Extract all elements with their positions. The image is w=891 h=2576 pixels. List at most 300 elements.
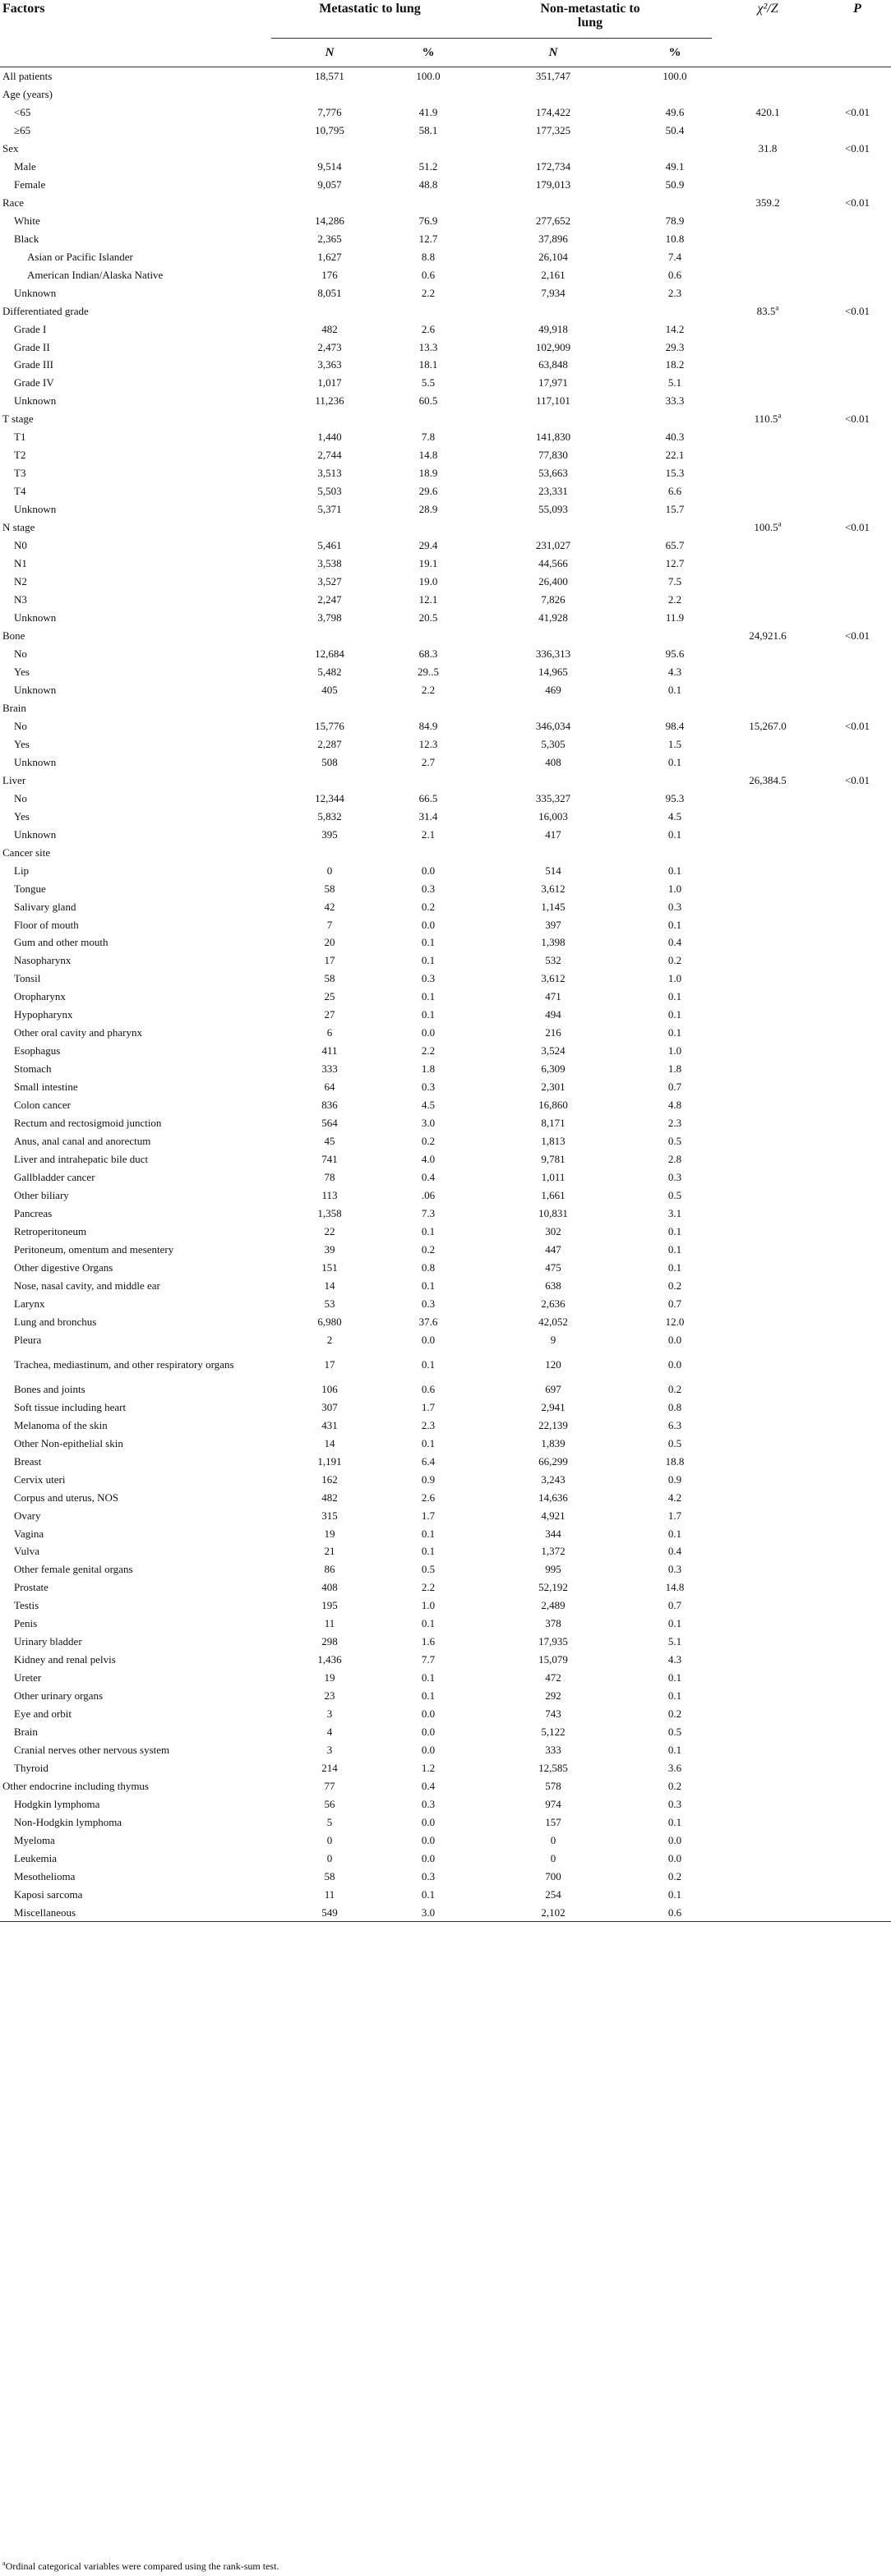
cell-non-metastatic-pct: 0.1 [667, 1887, 682, 1901]
header-blank-p [824, 39, 891, 67]
cell-non-metastatic-n: 23,331 [538, 485, 568, 498]
cell-metastatic-n: 1,627 [317, 250, 342, 263]
cell-metastatic-n: 19 [324, 1527, 335, 1540]
cell-stat [712, 1276, 824, 1294]
cell-stat [712, 970, 824, 988]
row-label: Esophagus [14, 1044, 61, 1058]
cell-non-metastatic-n: 77,830 [538, 449, 568, 462]
cell-metastatic-pct: 0.0 [421, 1707, 436, 1721]
table-row [0, 1615, 891, 1633]
row-label: Grade II [14, 340, 50, 353]
cell-non-metastatic-n: 3,612 [541, 882, 566, 895]
cell-p-value [824, 609, 891, 627]
cell-metastatic-n: 1,440 [317, 431, 342, 444]
row-label: Kidney and renal pelvis [14, 1653, 116, 1666]
cell-metastatic-pct: 6.4 [421, 1454, 436, 1468]
cell-metastatic-pct [388, 410, 469, 428]
cell-metastatic-n [271, 843, 388, 861]
cell-non-metastatic-pct: 0.5 [667, 1436, 682, 1449]
cell-metastatic-pct: 0.2 [421, 900, 436, 913]
cell-stat [712, 1832, 824, 1850]
cell-p-value [824, 915, 891, 933]
table-row [0, 1006, 891, 1024]
cell-p-value [824, 1488, 891, 1506]
cell-non-metastatic-n: 638 [545, 1279, 561, 1292]
cell-stat [712, 1258, 824, 1276]
cell-metastatic-pct: 2.1 [421, 827, 436, 841]
row-label: Yes [14, 809, 30, 823]
table-row [0, 1903, 891, 1921]
cell-non-metastatic-n: 102,909 [535, 340, 571, 353]
row-label: N3 [14, 593, 27, 606]
cell-metastatic-n: 5 [326, 1816, 333, 1829]
cell-non-metastatic-pct: 29.3 [665, 340, 685, 353]
cell-stat [712, 1096, 824, 1114]
cell-p-value [824, 1398, 891, 1416]
table-row [0, 1885, 891, 1903]
cell-metastatic-pct [388, 85, 469, 103]
cell-p-value [824, 1759, 891, 1777]
cell-metastatic-pct: 2.2 [421, 1581, 436, 1594]
cell-stat [712, 627, 824, 645]
cell-metastatic-pct: 0.0 [421, 1726, 436, 1739]
cell-p-value [824, 1348, 891, 1380]
cell-non-metastatic-pct: 0.1 [667, 1260, 682, 1274]
cell-non-metastatic-n: 177,325 [535, 123, 571, 136]
cell-non-metastatic-n: 66,299 [538, 1454, 568, 1468]
cell-metastatic-pct: 0.1 [421, 1357, 436, 1371]
cell-metastatic-n: 45 [324, 1135, 335, 1148]
cell-stat [712, 157, 824, 175]
cell-metastatic-n [271, 139, 388, 157]
cell-non-metastatic-n: 0 [550, 1851, 556, 1864]
row-label: Bone [2, 629, 25, 643]
cell-metastatic-n: 106 [321, 1382, 338, 1395]
row-label: Urinary bladder [14, 1635, 82, 1648]
table-row [0, 374, 891, 392]
cell-non-metastatic-pct: 0.1 [667, 990, 682, 1003]
cell-stat [712, 1885, 824, 1903]
cell-stat [712, 680, 824, 698]
cell-metastatic-pct: 0.0 [421, 1333, 436, 1346]
cell-non-metastatic-pct: 0.6 [667, 1906, 682, 1919]
cell-non-metastatic-pct: 0.0 [667, 1333, 682, 1346]
cell-p-value: <0.01 [844, 105, 870, 118]
row-label: Larynx [14, 1297, 45, 1310]
stat-value: 26,384.5 [749, 773, 787, 786]
cell-stat [712, 843, 824, 861]
cell-non-metastatic-pct: 1.8 [667, 1062, 682, 1076]
cell-metastatic-n: 58 [324, 882, 335, 895]
cell-non-metastatic-pct: 78.9 [665, 214, 685, 227]
cell-non-metastatic-n: 15,079 [538, 1653, 568, 1666]
row-label: Vagina [14, 1527, 44, 1540]
table-row [0, 1150, 891, 1168]
table-row [0, 175, 891, 193]
cell-non-metastatic-n: 49,918 [538, 322, 568, 335]
cell-metastatic-n: 3,363 [317, 358, 342, 371]
cell-metastatic-pct: 0.0 [421, 1833, 436, 1846]
cell-non-metastatic-n [469, 302, 638, 320]
cell-non-metastatic-n: 26,104 [538, 250, 568, 263]
cell-non-metastatic-pct: 0.2 [667, 1707, 682, 1721]
cell-non-metastatic-pct: 0.6 [667, 268, 682, 281]
row-label: Male [14, 159, 36, 173]
cell-metastatic-pct: 7.7 [421, 1653, 436, 1666]
cell-metastatic-pct: 4.0 [421, 1153, 436, 1166]
cell-metastatic-n: 25 [324, 990, 335, 1003]
cell-metastatic-n [271, 85, 388, 103]
cell-stat [712, 1078, 824, 1096]
cell-metastatic-n: 86 [324, 1563, 335, 1576]
row-label: Hodgkin lymphoma [14, 1798, 100, 1811]
cell-p-value [824, 825, 891, 843]
cell-non-metastatic-pct [638, 139, 712, 157]
cell-non-metastatic-n: 3,612 [541, 972, 566, 985]
row-label: Unknown [14, 286, 57, 299]
row-label: Brain [2, 701, 26, 714]
table-row [0, 1741, 891, 1759]
cell-non-metastatic-pct: 2.8 [667, 1153, 682, 1166]
cell-p-value [824, 1205, 891, 1223]
cell-non-metastatic-n: 277,652 [535, 214, 571, 227]
cell-metastatic-pct [388, 771, 469, 789]
cell-metastatic-n: 3,538 [317, 557, 342, 570]
cell-stat [712, 229, 824, 247]
table-row [0, 645, 891, 663]
cell-metastatic-pct: 0.3 [421, 1798, 436, 1811]
row-label: Rectum and rectosigmoid junction [14, 1117, 162, 1130]
cell-metastatic-pct: 18.1 [418, 358, 438, 371]
cell-metastatic-n: 21 [324, 1545, 335, 1558]
cell-p-value [824, 1258, 891, 1276]
cell-stat [712, 609, 824, 627]
cell-non-metastatic-n: 335,327 [535, 791, 571, 804]
table-row [0, 1488, 891, 1506]
cell-metastatic-n: 10,795 [315, 123, 344, 136]
cell-metastatic-pct: 0.0 [421, 1026, 436, 1039]
cell-non-metastatic-pct: 0.2 [667, 1780, 682, 1793]
cell-metastatic-n [271, 771, 388, 789]
cell-metastatic-pct: 2.2 [421, 683, 436, 696]
cell-non-metastatic-n: 2,161 [541, 268, 566, 281]
table-row [0, 789, 891, 807]
cell-stat [712, 1615, 824, 1633]
cell-non-metastatic-pct: 7.5 [667, 575, 682, 588]
cell-stat [712, 464, 824, 482]
cell-non-metastatic-pct: 14.8 [665, 1581, 685, 1594]
header-non-metastatic [469, 0, 712, 39]
cell-non-metastatic-pct: 49.6 [665, 105, 685, 118]
cell-metastatic-pct: 3.0 [421, 1117, 436, 1130]
cell-stat [712, 446, 824, 464]
cell-metastatic-pct: 8.8 [421, 250, 436, 263]
cell-non-metastatic-pct: 6.3 [667, 1418, 682, 1431]
cell-metastatic-n: 14 [324, 1436, 335, 1449]
cell-non-metastatic-pct [638, 193, 712, 211]
table-row [0, 211, 891, 229]
cell-p-value [824, 1096, 891, 1114]
cell-metastatic-pct: 12.1 [418, 593, 438, 606]
cell-metastatic-n: 5,482 [317, 665, 342, 678]
row-label: Leukemia [14, 1851, 57, 1864]
cell-non-metastatic-n: 471 [545, 990, 561, 1003]
cell-non-metastatic-pct: 0.5 [667, 1726, 682, 1739]
cell-metastatic-pct: 1.8 [421, 1062, 436, 1076]
row-label: Retroperitoneum [14, 1224, 87, 1237]
cell-metastatic-n: 2,473 [317, 340, 342, 353]
row-label: Unknown [14, 683, 57, 696]
table-row [0, 67, 891, 85]
cell-non-metastatic-pct: 0.1 [667, 1026, 682, 1039]
cell-stat [712, 500, 824, 518]
cell-stat [712, 1777, 824, 1795]
cell-non-metastatic-pct: 0.1 [667, 1689, 682, 1703]
cell-stat [712, 518, 824, 537]
cell-stat [712, 879, 824, 897]
cell-metastatic-n: 1,358 [317, 1207, 342, 1220]
cell-p-value [824, 1114, 891, 1132]
cell-metastatic-n: 214 [321, 1762, 338, 1775]
table-row [0, 1078, 891, 1096]
cell-p-value: <0.01 [844, 773, 870, 786]
cell-stat [712, 1705, 824, 1723]
cell-stat [712, 662, 824, 680]
cell-metastatic-n: 6 [326, 1026, 333, 1039]
cell-p-value [824, 1542, 891, 1560]
cell-non-metastatic-n: 336,313 [535, 647, 571, 660]
cell-non-metastatic-pct: 12.7 [665, 557, 685, 570]
table-row [0, 1470, 891, 1488]
table-row [0, 229, 891, 247]
cell-p-value [824, 211, 891, 229]
table-row [0, 1312, 891, 1330]
cell-metastatic-n: 176 [321, 268, 338, 281]
row-label: Kaposi sarcoma [14, 1887, 83, 1901]
cell-stat [712, 428, 824, 446]
cell-non-metastatic-pct: 0.1 [667, 864, 682, 877]
cell-non-metastatic-n: 12,585 [538, 1762, 568, 1775]
row-label: Eye and orbit [14, 1707, 72, 1721]
cell-non-metastatic-n: 174,422 [535, 105, 571, 118]
cell-non-metastatic-pct: 98.4 [665, 719, 685, 732]
cell-p-value [824, 1060, 891, 1078]
row-label: Anus, anal canal and anorectum [14, 1135, 151, 1148]
cell-p-value [824, 735, 891, 753]
row-label: T stage [2, 412, 34, 426]
cell-non-metastatic-n: 472 [545, 1671, 561, 1684]
cell-metastatic-n: 64 [324, 1081, 335, 1094]
cell-non-metastatic-pct [638, 698, 712, 717]
cell-metastatic-pct: 18.9 [418, 467, 438, 480]
cell-stat [712, 1024, 824, 1042]
cell-metastatic-pct: 0.6 [421, 268, 436, 281]
cell-metastatic-pct: 20.5 [418, 611, 438, 624]
cell-non-metastatic-pct: 0.1 [667, 683, 682, 696]
row-label: Female [14, 177, 46, 191]
stat-value: 110.5 [754, 412, 778, 426]
cell-p-value [824, 1524, 891, 1542]
row-label: T1 [14, 431, 26, 444]
stat-value: 15,267.0 [749, 719, 787, 732]
table-row [0, 320, 891, 338]
cell-stat [712, 807, 824, 825]
cell-stat [712, 1223, 824, 1241]
cell-non-metastatic-n: 117,101 [536, 394, 570, 408]
row-label: T4 [14, 485, 26, 498]
cell-metastatic-pct: 7.8 [421, 431, 436, 444]
cell-non-metastatic-pct: 4.3 [667, 1653, 682, 1666]
cell-non-metastatic-n: 302 [545, 1224, 561, 1237]
cell-p-value [824, 1078, 891, 1096]
cell-non-metastatic-n: 378 [545, 1617, 561, 1630]
cell-stat [712, 1795, 824, 1813]
cell-metastatic-pct: 37.6 [418, 1315, 438, 1328]
header-pct-1: % [422, 45, 435, 59]
stat-footnote-marker: a [778, 412, 782, 421]
table-row [0, 879, 891, 897]
cell-stat [712, 1380, 824, 1398]
cell-non-metastatic-pct: 7.4 [667, 250, 682, 263]
cell-metastatic-n: 8,051 [317, 286, 342, 299]
cell-non-metastatic-pct: 0.1 [667, 918, 682, 931]
cell-non-metastatic-pct: 0.3 [667, 1798, 682, 1811]
cell-p-value: <0.01 [844, 521, 870, 534]
cell-metastatic-pct: 0.1 [421, 1224, 436, 1237]
cell-non-metastatic-pct: 0.9 [667, 1472, 682, 1486]
cell-metastatic-pct: 14.8 [418, 449, 438, 462]
cell-metastatic-n [271, 698, 388, 717]
cell-stat [712, 1150, 824, 1168]
row-label: All patients [2, 70, 53, 83]
cell-non-metastatic-n: 55,093 [538, 503, 568, 516]
table-row [0, 1258, 891, 1276]
row-label: <65 [14, 105, 31, 118]
cell-metastatic-pct: 0.2 [421, 1242, 436, 1256]
cell-metastatic-pct: 0.9 [421, 1472, 436, 1486]
cell-non-metastatic-n: 1,813 [541, 1135, 566, 1148]
stat-value: 31.8 [758, 141, 778, 154]
table-row [0, 103, 891, 121]
cell-stat [712, 1633, 824, 1651]
cell-p-value [824, 338, 891, 356]
cell-p-value [824, 446, 891, 464]
cell-non-metastatic-n: 37,896 [538, 232, 568, 245]
table-row [0, 1723, 891, 1741]
cell-non-metastatic-n: 120 [545, 1357, 561, 1371]
cell-stat [712, 1488, 824, 1506]
cell-metastatic-n: 77 [324, 1780, 335, 1793]
cell-non-metastatic-pct [638, 410, 712, 428]
cell-p-value [824, 1723, 891, 1741]
cell-metastatic-n: 19 [324, 1671, 335, 1684]
cell-p-value [824, 175, 891, 193]
table-row [0, 680, 891, 698]
cell-non-metastatic-n: 2,489 [541, 1599, 566, 1612]
cell-metastatic-pct: 0.3 [421, 882, 436, 895]
cell-non-metastatic-n: 216 [545, 1026, 561, 1039]
cell-non-metastatic-n: 351,747 [535, 70, 571, 83]
table-row [0, 410, 891, 428]
row-label: Nose, nasal cavity, and middle ear [14, 1279, 160, 1292]
row-label: Peritoneum, omentum and mesentery [14, 1242, 174, 1256]
cell-stat [712, 1651, 824, 1669]
table-row [0, 698, 891, 717]
cell-stat [712, 1813, 824, 1832]
table-row [0, 573, 891, 591]
cell-metastatic-pct: 0.0 [421, 864, 436, 877]
stat-value: 420.1 [755, 105, 780, 118]
cell-stat [712, 247, 824, 265]
row-label: Gallbladder cancer [14, 1171, 95, 1184]
table-row [0, 933, 891, 952]
header-n-1: N [325, 45, 335, 59]
cell-non-metastatic-pct: 0.1 [667, 1224, 682, 1237]
cell-metastatic-pct [388, 698, 469, 717]
cell-p-value [824, 1132, 891, 1150]
cell-stat [712, 1560, 824, 1578]
stat-footnote-marker: a [775, 303, 779, 312]
cell-non-metastatic-pct: 0.5 [667, 1135, 682, 1148]
cell-non-metastatic-pct: 4.8 [667, 1099, 682, 1112]
cell-metastatic-n: 39 [324, 1242, 335, 1256]
cell-stat [712, 1398, 824, 1416]
cell-metastatic-pct: 5.5 [421, 376, 436, 389]
cell-non-metastatic-pct [638, 771, 712, 789]
cell-stat [712, 915, 824, 933]
cell-stat [712, 410, 824, 428]
cell-metastatic-pct: 0.1 [421, 1689, 436, 1703]
cell-non-metastatic-pct: 2.3 [667, 286, 682, 299]
cell-p-value: <0.01 [844, 412, 870, 426]
cell-metastatic-n: 14 [324, 1279, 335, 1292]
header-pct-2: % [668, 45, 681, 59]
row-label: Cancer site [2, 846, 51, 859]
cell-stat [712, 645, 824, 663]
cell-non-metastatic-pct [638, 843, 712, 861]
cell-metastatic-pct [388, 518, 469, 537]
cell-non-metastatic-pct: 3.6 [667, 1762, 682, 1775]
cell-non-metastatic-n: 179,013 [535, 177, 571, 191]
cell-non-metastatic-n [469, 193, 638, 211]
cell-metastatic-pct: 2.3 [421, 1418, 436, 1431]
table-row [0, 1132, 891, 1150]
row-label: Other oral cavity and pharynx [14, 1026, 142, 1039]
cell-p-value [824, 988, 891, 1006]
cell-metastatic-n: 56 [324, 1798, 335, 1811]
cell-non-metastatic-n: 3,524 [541, 1044, 566, 1058]
cell-metastatic-n: 9,514 [317, 159, 342, 173]
table-row [0, 627, 891, 645]
table-row [0, 1633, 891, 1651]
cell-non-metastatic-pct: 95.3 [665, 791, 685, 804]
row-label: Brain [14, 1726, 38, 1739]
cell-metastatic-pct: 0.3 [421, 1081, 436, 1094]
row-label: Ovary [14, 1509, 41, 1522]
cell-non-metastatic-n: 974 [545, 1798, 561, 1811]
row-label: Hypopharynx [14, 1008, 73, 1021]
header-blank-stat [712, 39, 824, 67]
cell-stat [712, 1006, 824, 1024]
table-header [0, 0, 891, 67]
table-row [0, 1187, 891, 1205]
cell-non-metastatic-n [469, 698, 638, 717]
cell-non-metastatic-pct: 0.3 [667, 1171, 682, 1184]
cell-metastatic-n: 162 [321, 1472, 338, 1486]
table-row [0, 85, 891, 103]
cell-metastatic-pct: 28.9 [418, 503, 438, 516]
cell-non-metastatic-n: 9,781 [541, 1153, 566, 1166]
